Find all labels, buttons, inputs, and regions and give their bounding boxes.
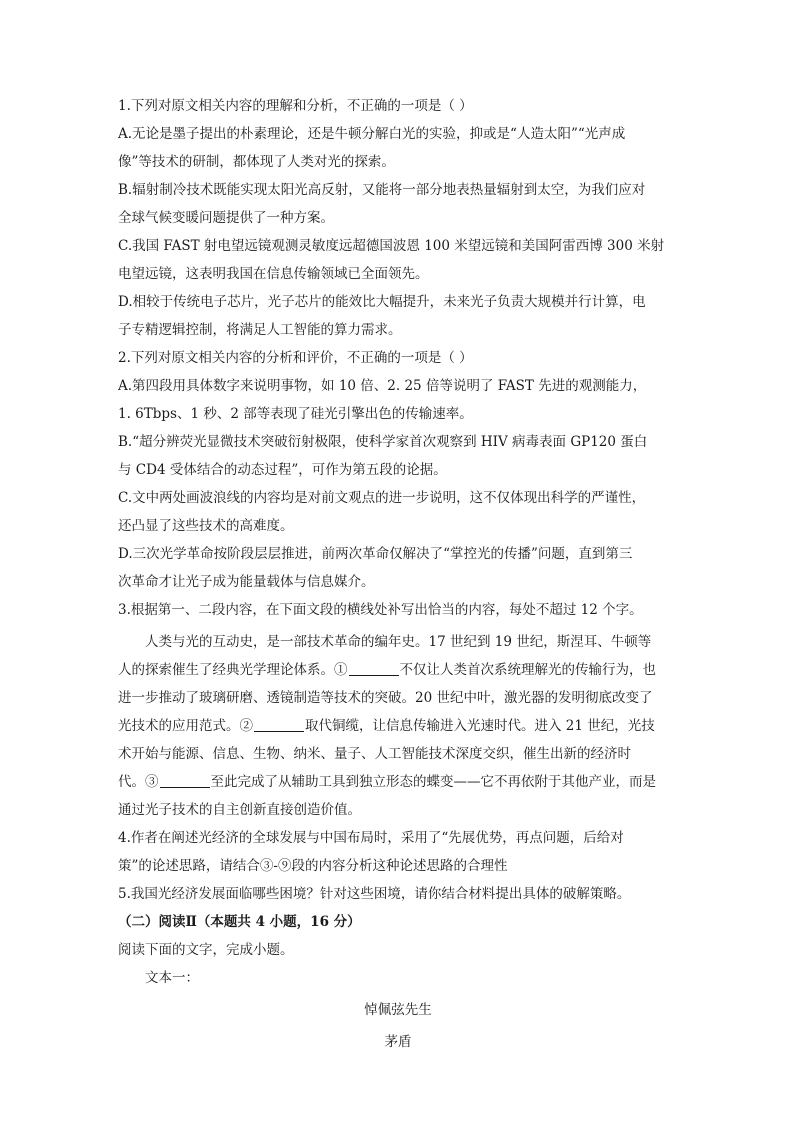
question-2-option-d-line-1: D.三次光学革命按阶段层层推进，前两次革命仅解决了“掌控光的传播”问题，直到第三 bbox=[118, 546, 633, 562]
section-2-instruction: 阅读下面的文字，完成小题。 bbox=[118, 942, 294, 958]
question-2 bbox=[118, 344, 678, 596]
question-2-option-c-line-1: C.文中两处画波浪线的内容均是对前文观点的进一步说明，这不仅体现出科学的严谨性， bbox=[118, 490, 646, 506]
answer-blank-2[interactable] bbox=[254, 717, 304, 732]
question-3 bbox=[118, 596, 678, 824]
passage-text: 不仅让人类首次系统理解光的传输行为，也 bbox=[399, 662, 656, 678]
text-one-label: 文本一： bbox=[145, 970, 199, 986]
question-2-option-d-line-2: 次革命才让光子成为能量载体与信息媒介。 bbox=[118, 574, 375, 590]
question-2-option-a-line-2: 1. 6Tbps、1 秒、2 部等表现了硅光引擎出色的传输速率。 bbox=[118, 406, 473, 422]
question-2-option-a-line-1: A.第四段用具体数字来说明事物，如 10 倍、2. 25 倍等说明了 FAST 先进的观测能力， bbox=[118, 378, 647, 394]
question-3-passage-line-1: 人类与光的互动史，是一部技术革命的编年史。17 世纪到 19 世纪，斯涅耳、牛顿等 bbox=[145, 634, 652, 650]
question-5 bbox=[118, 880, 678, 908]
section-2 bbox=[118, 908, 678, 1056]
section-2-heading: （二）阅读Ⅱ（本题共 4 小题，16 分） bbox=[118, 914, 361, 930]
question-1-option-d-line-1: D.相较于传统电子芯片，光子芯片的能效比大幅提升，未来光子负责大规模并行计算，电 bbox=[118, 294, 646, 310]
question-1-option-c-line-2: 电望远镜，这表明我国在信息传输领域已全面领先。 bbox=[118, 266, 429, 282]
question-3-passage-line-2 bbox=[118, 656, 678, 684]
answer-blank-3[interactable] bbox=[160, 773, 210, 788]
question-1-option-a-line-2: 像”等技术的研制，都体现了人类对光的探索。 bbox=[118, 154, 395, 170]
article-title: 悼佩弦先生 bbox=[364, 1002, 432, 1018]
question-2-stem: 2.下列对原文相关内容的分析和评价，不正确的一项是（ ） bbox=[118, 350, 473, 366]
question-3-passage-line-7: 通过光子技术的自主创新直接创造价值。 bbox=[118, 802, 361, 818]
question-1-option-b-line-2: 全球气候变暖问题提供了一种方案。 bbox=[118, 210, 334, 226]
question-1-option-a-line-1: A.无论是墨子提出的朴素理论，还是牛顿分解白光的实验，抑或是“人造太阳”“光声成 bbox=[118, 126, 626, 142]
question-2-option-b-line-2: 与 CD4 受体结合的动态过程”，可作为第五段的论据。 bbox=[118, 462, 447, 478]
question-4-line-1: 4.作者在阐述光经济的全球发展与中国布局时，采用了“先展优势，再点问题，后给对 bbox=[118, 830, 624, 846]
question-3-stem: 3.根据第一、二段内容，在下面文段的横线处补写出恰当的内容，每处不超过 12 个字。 bbox=[118, 602, 643, 618]
question-1-stem: 1.下列对原文相关内容的理解和分析，不正确的一项是（ ） bbox=[118, 98, 473, 114]
answer-blank-1[interactable] bbox=[349, 661, 399, 676]
passage-text: 代。③ bbox=[118, 774, 159, 790]
question-1-option-d-line-2: 子专精逻辑控制，将满足人工智能的算力需求。 bbox=[118, 322, 402, 338]
question-5-line-1: 5.我国光经济发展面临哪些困境？针对这些困境，请你结合材料提出具体的破解策略。 bbox=[118, 886, 631, 902]
passage-text: 取代铜缆，让信息传输进入光速时代。进入 21 世纪，光技 bbox=[305, 718, 655, 734]
question-3-passage-line-4 bbox=[118, 712, 678, 740]
question-1-option-c-line-1: C.我国 FAST 射电望远镜观测灵敏度远超德国波恩 100 米望远镜和美国阿雷西博 300 米射 bbox=[118, 238, 665, 254]
question-3-passage-line-6 bbox=[118, 768, 678, 796]
question-3-passage-line-5: 术开始与能源、信息、生物、纳米、量子、人工智能技术深度交织，催生出新的经济时 bbox=[118, 746, 631, 762]
passage-text: 至此完成了从辅助工具到独立形态的蝶变——它不再依附于其他产业，而是 bbox=[210, 774, 656, 790]
document-content bbox=[118, 92, 678, 1056]
question-2-option-b-line-1: B.“超分辨荧光显微技术突破衍射极限，使科学家首次观察到 HIV 病毒表面 GP120 蛋白 bbox=[118, 434, 648, 450]
question-1-option-b-line-1: B.辐射制冷技术既能实现太阳光高反射，又能将一部分地表热量辐射到太空，为我们应对 bbox=[118, 182, 646, 198]
question-3-passage-line-3: 进一步推动了玻璃研磨、透镜制造等技术的突破。20 世纪中叶，激光器的发明彻底改变了 bbox=[118, 690, 653, 706]
passage-text: 光技术的应用范式。② bbox=[118, 718, 253, 734]
question-4-line-2: 策”的论述思路，请结合③-⑨段的内容分析这种论述思路的合理性 bbox=[118, 858, 508, 874]
question-4 bbox=[118, 824, 678, 880]
question-2-option-c-line-2: 还凸显了这些技术的高难度。 bbox=[118, 518, 294, 534]
article-author: 茅盾 bbox=[384, 1034, 412, 1050]
passage-text: 人的探索催生了经典光学理论体系。① bbox=[118, 662, 348, 678]
question-1 bbox=[118, 92, 678, 344]
